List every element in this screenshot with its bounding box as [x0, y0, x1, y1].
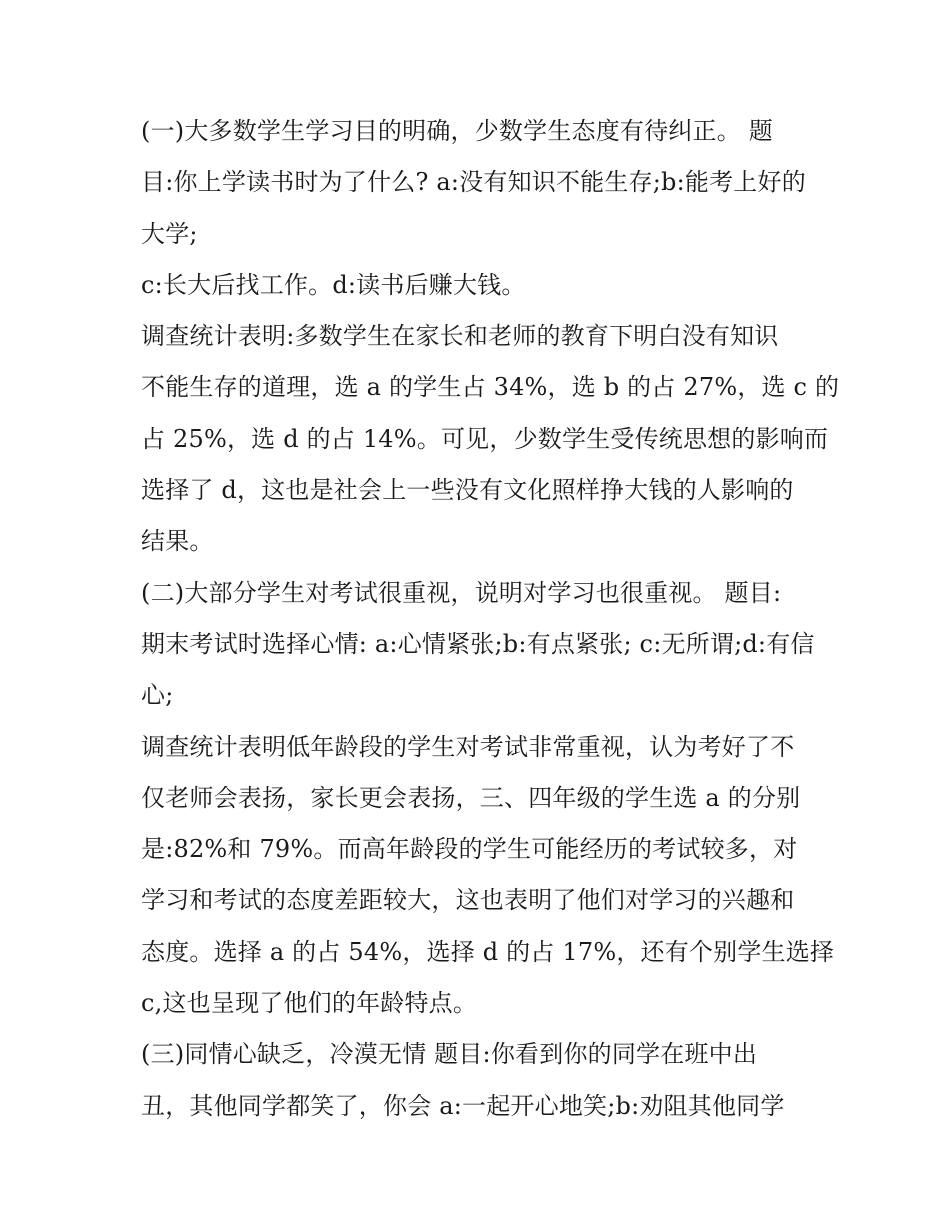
text-line: 期末考试时选择心情: a:心情紧张;b:有点紧张; c:无所谓;d:有信	[141, 629, 815, 658]
text-line: (三)同情心缺乏，冷漠无情 题目:你看到你的同学在班中出	[141, 1040, 758, 1069]
text-line: 大学;	[141, 219, 198, 248]
text-line: 选择了 d，这也是社会上一些没有文化照样挣大钱的人影响的	[141, 476, 794, 505]
text-line: 仅老师会表扬，家长更会表扬，三、四年级的学生选 a 的分别	[141, 783, 801, 812]
text-line: 态度。选择 a 的占 54%，选择 d 的占 17%，还有个别学生选择	[141, 937, 835, 966]
text-line: 目:你上学读书时为了什么? a:没有知识不能生存;b:能考上好的	[141, 168, 806, 197]
text-line: 结果。	[141, 527, 214, 556]
text-line: 是:82%和 79%。而高年龄段的学生可能经历的考试较多，对	[141, 835, 798, 864]
text-line: c:长大后找工作。d:读书后赚大钱。	[141, 270, 526, 299]
document-body	[141, 106, 840, 1132]
text-line: 心;	[141, 681, 174, 710]
text-line: 占 25%，选 d 的占 14%。可见，少数学生受传统思想的影响而	[141, 424, 829, 453]
text-line: 调查统计表明:多数学生在家长和老师的教育下明白没有知识	[141, 322, 779, 351]
text-line: 不能生存的道理，选 a 的学生占 34%，选 b 的占 27%，选 c 的	[141, 373, 840, 402]
text-line: 调查统计表明低年龄段的学生对考试非常重视，认为考好了不	[141, 732, 795, 761]
text-line: 丑，其他同学都笑了，你会 a:一起开心地笑;b:劝阻其他同学	[141, 1091, 785, 1120]
text-line: (二)大部分学生对考试很重视，说明对学习也很重视。 题目:	[141, 578, 782, 607]
text-line: 学习和考试的态度差距较大，这也表明了他们对学习的兴趣和	[141, 886, 795, 915]
text-line: c,这也呈现了他们的年龄特点。	[141, 989, 478, 1018]
text-line: (一)大多数学生学习目的明确，少数学生态度有待纠正。 题	[141, 117, 773, 145]
